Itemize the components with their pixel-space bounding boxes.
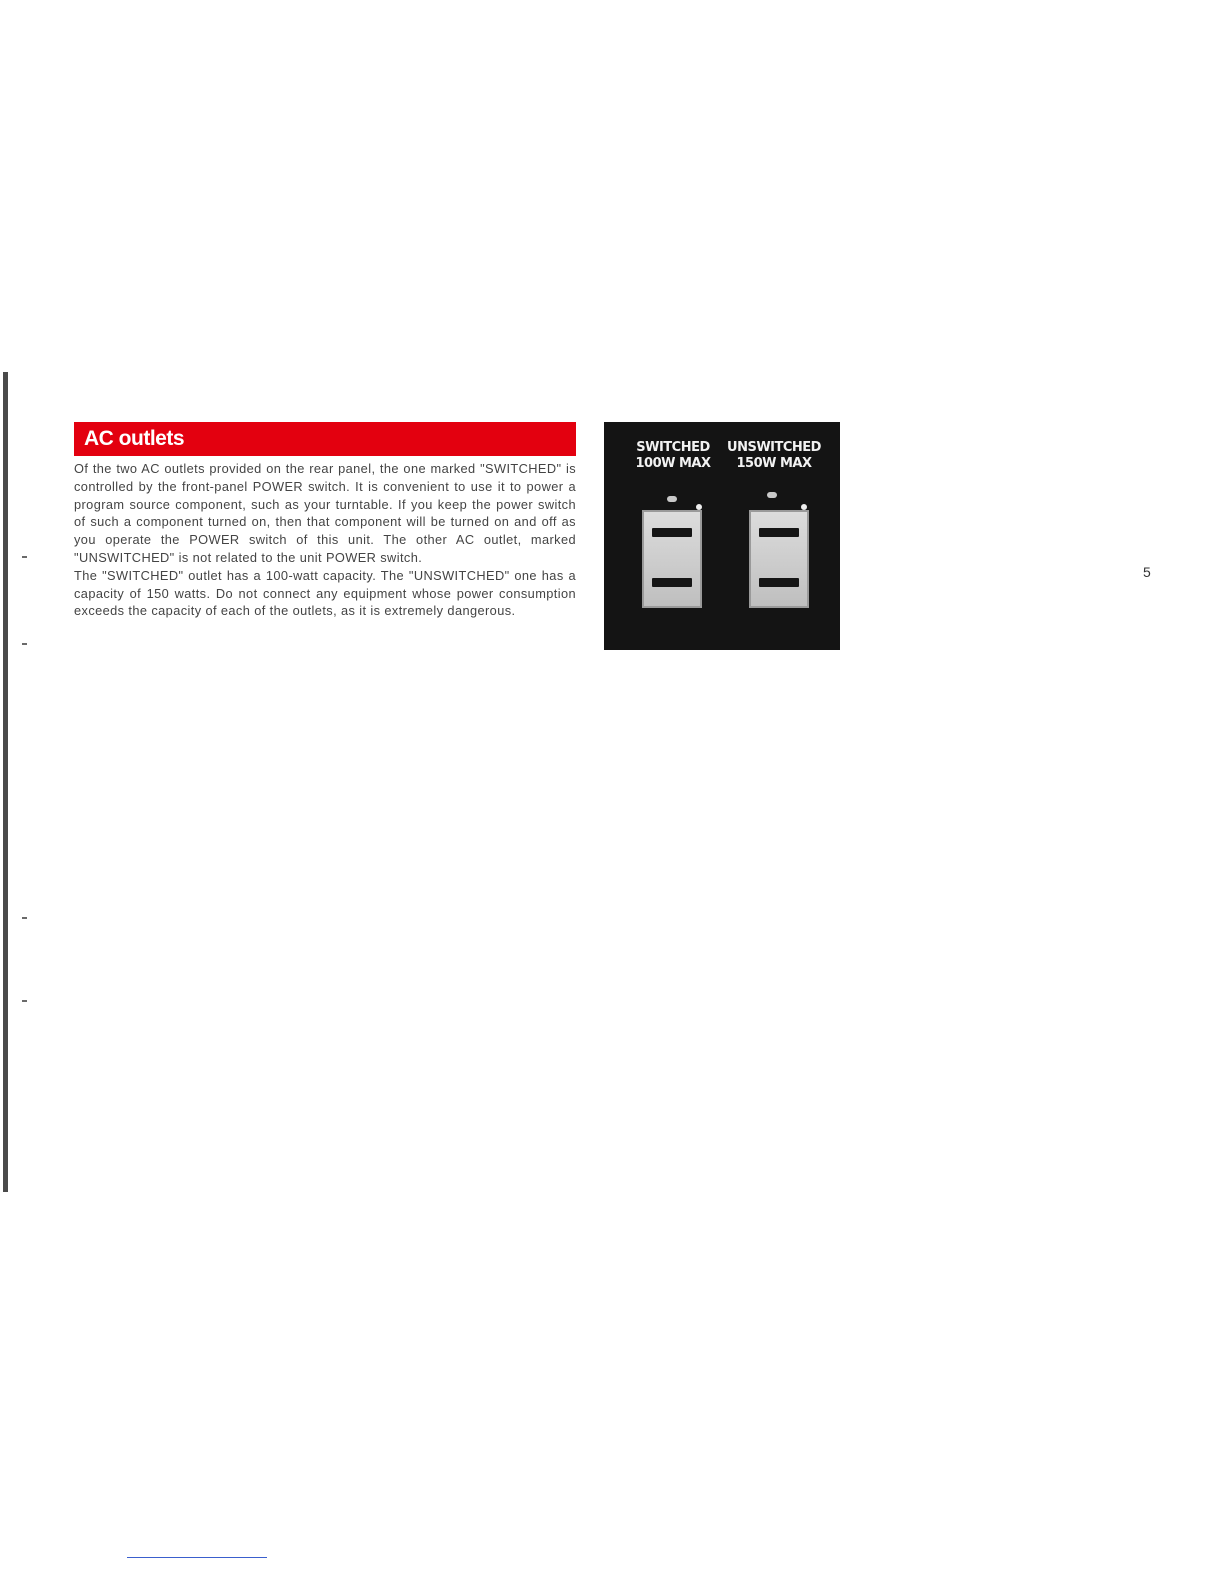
body-paragraph: The "SWITCHED" outlet has a 100-watt capacity. The "UNSWITCHED" one has a capacity of 150 watts. Do not connect any equipment whose power consumption exceeds the capacity of each of the outlets, as it is extremely dangerous. [74,567,576,619]
binding-mark [22,556,27,558]
page-number: 5 [1143,564,1151,580]
footer-rule [127,1557,267,1558]
section-heading: AC outlets [74,422,576,456]
body-paragraph: Of the two AC outlets provided on the rear panel, the one marked "SWITCHED" is controlled by the front-panel POWER switch. It is convenient to use it to power a program source component, such as your turntable. If you keep the power switch of such a component turned on, then that component will be turned on and off as you operate the POWER switch of this unit. The other AC outlet, marked "UNSWITCHED" is not related to the unit POWER switch. [74,461,576,565]
unswitched-outlet-label [719,440,829,472]
switched-ac-outlet [642,510,702,608]
outlet-label-line: 100W MAX [635,456,711,471]
page-binding-edge [3,372,8,1192]
switched-outlet-label [618,440,728,472]
outlet-slot [652,528,692,537]
rear-panel-outlets-photo [604,422,840,650]
binding-mark [22,643,27,645]
outlet-label-line: UNSWITCHED [727,440,821,455]
section-body [74,460,576,620]
outlet-label-line: SWITCHED [636,440,710,455]
screw [801,504,807,510]
indicator-led [767,492,777,498]
unswitched-ac-outlet [749,510,809,608]
binding-mark [22,917,27,919]
ac-outlets-section [74,422,576,620]
outlet-label-line: 150W MAX [736,456,812,471]
screw [696,504,702,510]
outlet-slot [652,578,692,587]
outlet-slot [759,528,799,537]
binding-mark [22,1000,27,1002]
outlet-slot [759,578,799,587]
indicator-led [667,496,677,502]
